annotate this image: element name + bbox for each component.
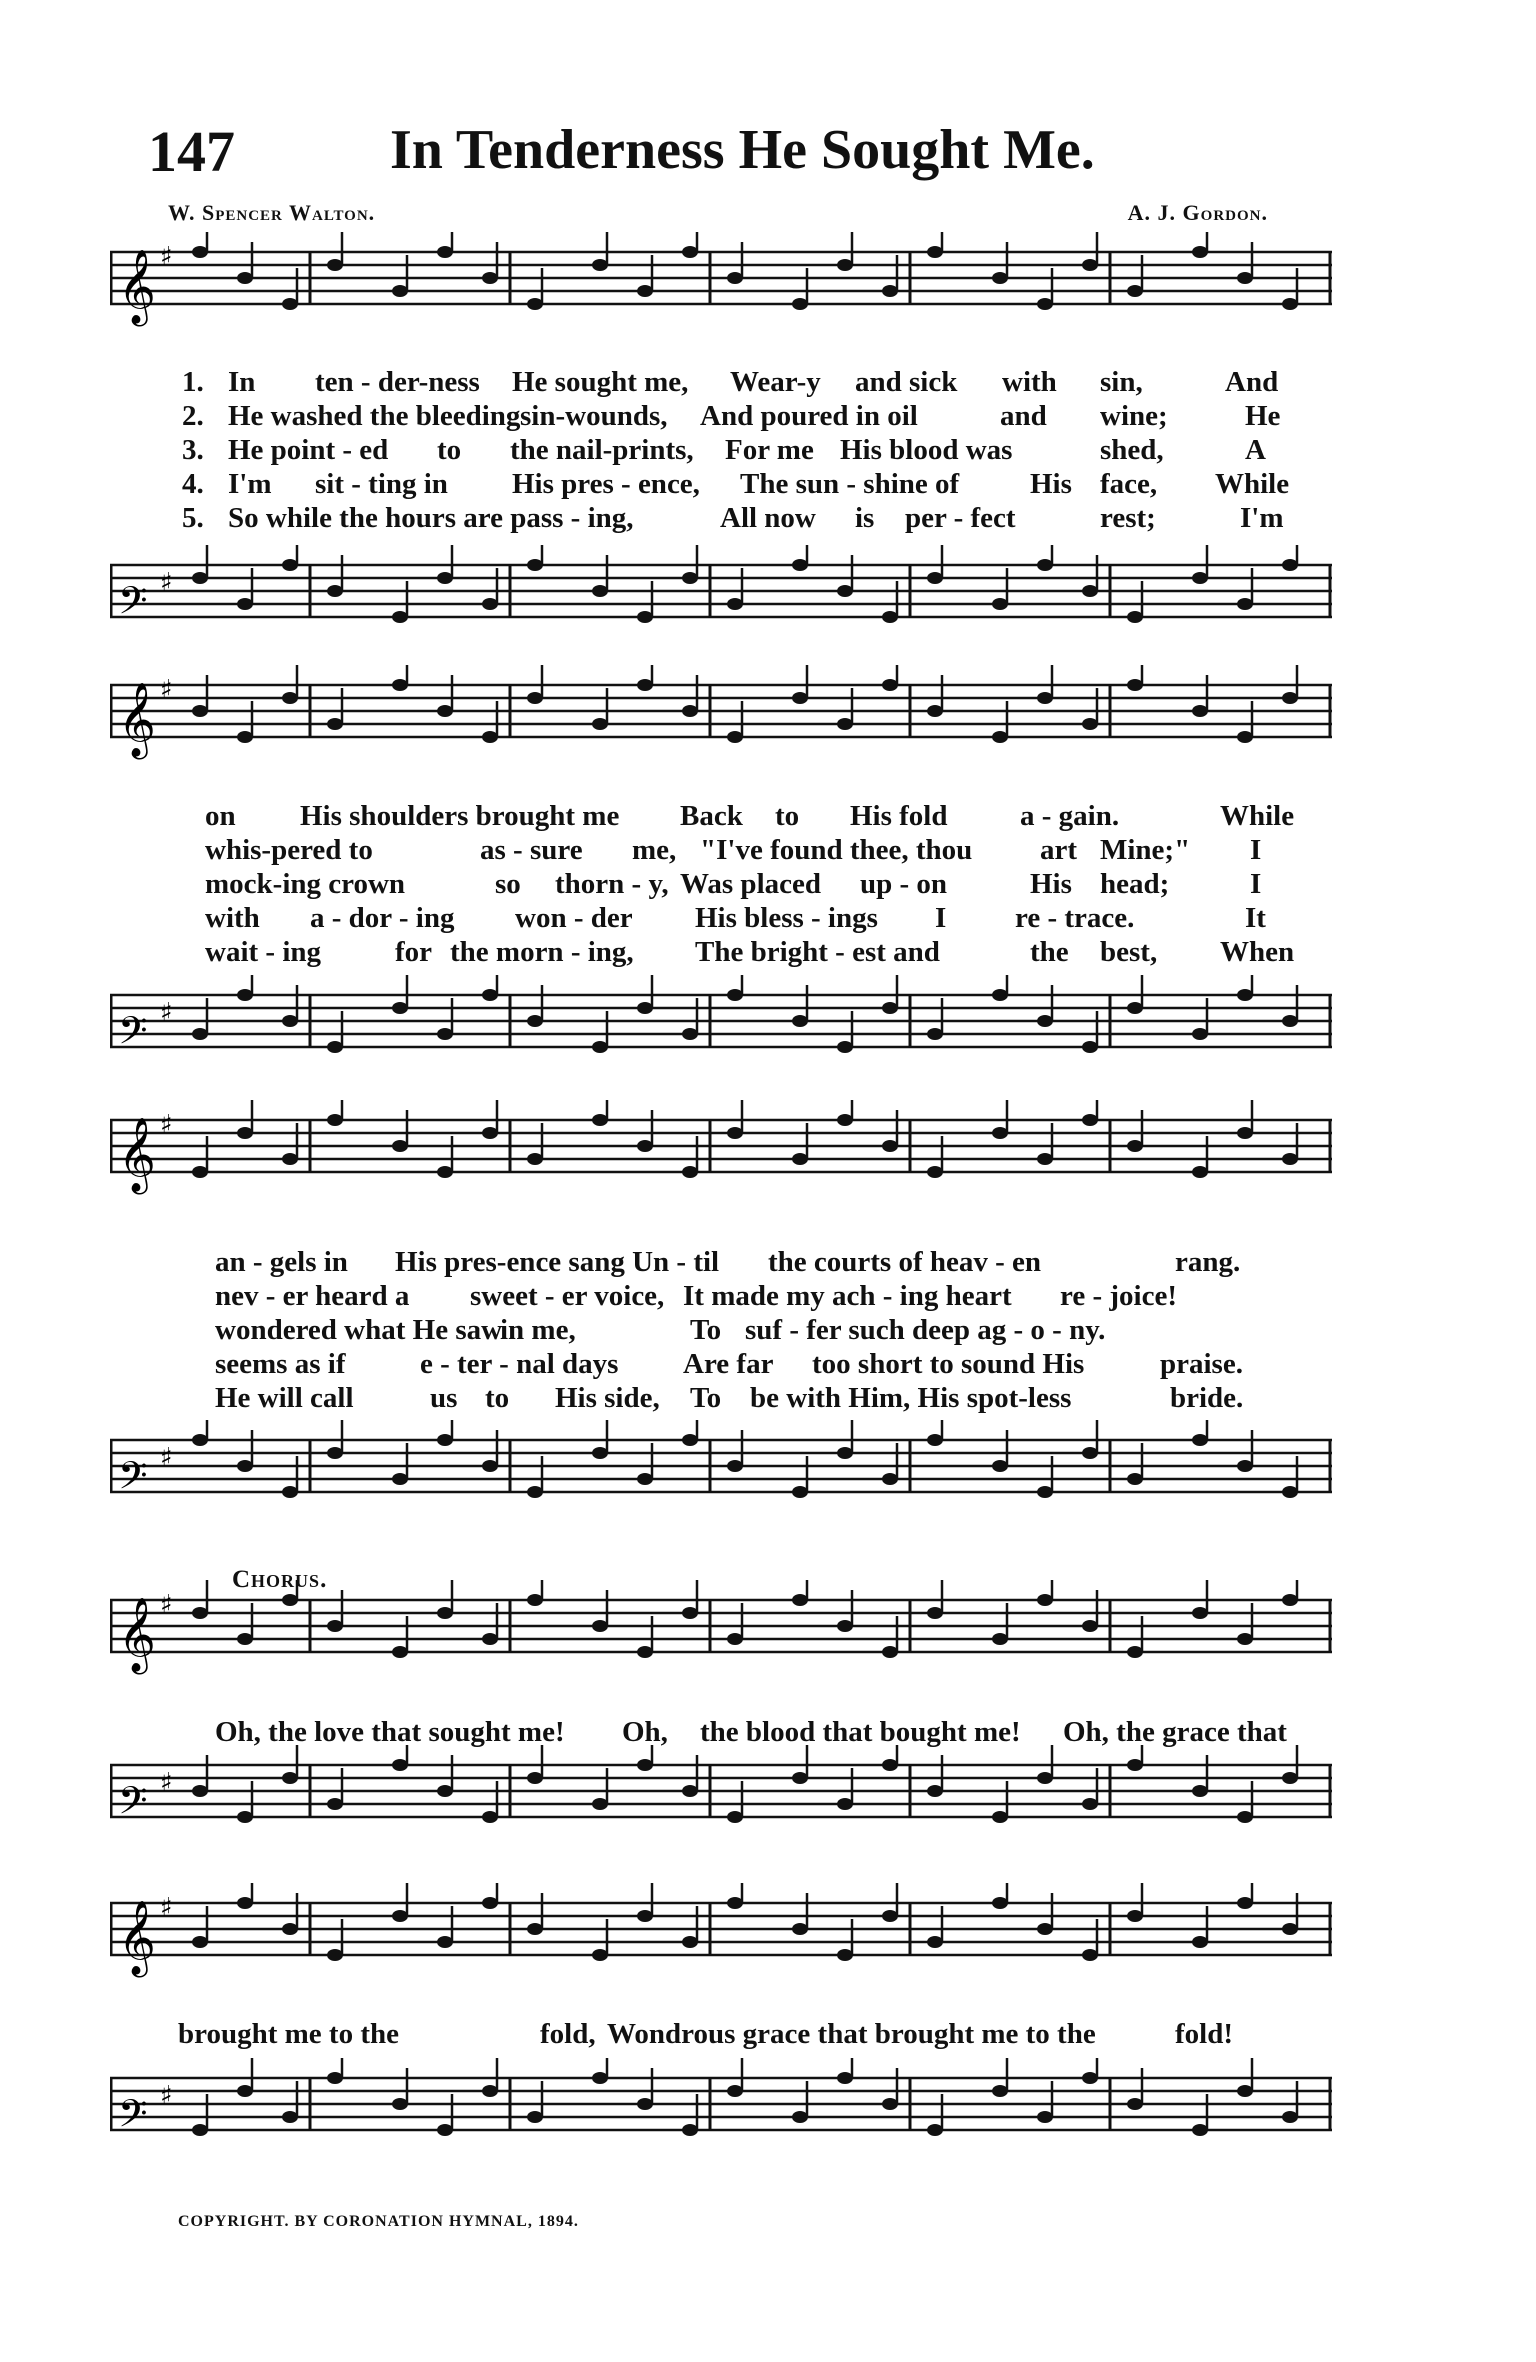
note-head bbox=[327, 585, 343, 597]
verse-5-line: wait - ing for the morn - ing, The bright - est and the best, When bbox=[205, 936, 1295, 968]
hymn-number: 147 bbox=[148, 119, 235, 184]
note-head bbox=[727, 598, 743, 610]
bass-clef-icon: 𝄢 bbox=[118, 1778, 148, 1832]
note-head bbox=[592, 718, 608, 730]
note-head bbox=[437, 2124, 453, 2136]
note-head bbox=[927, 246, 943, 258]
note-head bbox=[392, 611, 408, 623]
note-head bbox=[837, 1620, 853, 1632]
system-3-bass-staff bbox=[110, 1420, 1332, 1540]
note-head bbox=[392, 285, 408, 297]
note-head bbox=[992, 989, 1008, 1001]
note-head bbox=[792, 1923, 808, 1935]
hymn-title: In Tenderness He Sought Me. bbox=[390, 119, 1095, 181]
note-head bbox=[1237, 1811, 1253, 1823]
note-head bbox=[592, 585, 608, 597]
note-head bbox=[882, 1759, 898, 1771]
note-head bbox=[727, 1127, 743, 1139]
note-head bbox=[927, 1028, 943, 1040]
bass-clef-icon: 𝄢 bbox=[118, 1453, 148, 1507]
note-head bbox=[592, 1447, 608, 1459]
note-head bbox=[327, 1447, 343, 1459]
bass-clef-icon: 𝄢 bbox=[118, 1008, 148, 1062]
note-head bbox=[1127, 679, 1143, 691]
note-head bbox=[1082, 1949, 1098, 1961]
note-head bbox=[437, 1166, 453, 1178]
note-head bbox=[1237, 2085, 1253, 2097]
note-head bbox=[992, 731, 1008, 743]
note-head bbox=[437, 1936, 453, 1948]
note-head bbox=[927, 572, 943, 584]
key-signature-sharp-icon: ♯ bbox=[160, 2081, 173, 2111]
system-2-bass-staff bbox=[110, 975, 1332, 1095]
note-head bbox=[1237, 1633, 1253, 1645]
key-signature-sharp-icon: ♯ bbox=[160, 242, 173, 272]
verse-5-line: He will call us to His side, To be with Him, His spot-less bride. bbox=[215, 1382, 1244, 1414]
note-head bbox=[192, 1936, 208, 1948]
note-head bbox=[392, 1473, 408, 1485]
note-head bbox=[1192, 705, 1208, 717]
note-head bbox=[682, 1434, 698, 1446]
note-head bbox=[1127, 1473, 1143, 1485]
note-head bbox=[592, 1620, 608, 1632]
note-head bbox=[282, 692, 298, 704]
note-head bbox=[1282, 692, 1298, 704]
treble-clef-icon: 𝄞 bbox=[118, 683, 156, 757]
note-head bbox=[1237, 272, 1253, 284]
note-head bbox=[727, 1633, 743, 1645]
chorus-line-2: brought me to the fold, Wondrous grace that brought me to the fold! bbox=[178, 2018, 1233, 2050]
note-head bbox=[392, 2098, 408, 2110]
note-head bbox=[1037, 559, 1053, 571]
note-head bbox=[927, 2124, 943, 2136]
note-head bbox=[282, 2111, 298, 2123]
note-head bbox=[882, 285, 898, 297]
note-head bbox=[527, 1015, 543, 1027]
key-signature-sharp-icon: ♯ bbox=[160, 1768, 173, 1798]
note-head bbox=[482, 2085, 498, 2097]
note-head bbox=[992, 1460, 1008, 1472]
note-head bbox=[192, 1785, 208, 1797]
note-head bbox=[792, 559, 808, 571]
note-head bbox=[882, 1002, 898, 1014]
system-4-bass-staff bbox=[110, 1745, 1332, 1865]
note-head bbox=[327, 1949, 343, 1961]
note-head bbox=[527, 298, 543, 310]
note-head bbox=[792, 1015, 808, 1027]
note-head bbox=[837, 718, 853, 730]
note-head bbox=[682, 705, 698, 717]
note-head bbox=[682, 1936, 698, 1948]
note-head bbox=[837, 259, 853, 271]
note-head bbox=[282, 1153, 298, 1165]
note-head bbox=[837, 2072, 853, 2084]
note-head bbox=[1192, 2124, 1208, 2136]
composer-credit: A. J. Gordon. bbox=[1127, 200, 1268, 225]
lyricist-credit: W. Spencer Walton. bbox=[168, 200, 376, 225]
note-head bbox=[727, 1460, 743, 1472]
note-head bbox=[882, 679, 898, 691]
note-head bbox=[192, 1028, 208, 1040]
note-head bbox=[1237, 1897, 1253, 1909]
note-head bbox=[727, 2085, 743, 2097]
verse-3-line: mock-ing crown so thorn - y, Was placed up - on His head; I bbox=[205, 868, 1262, 900]
verse-1-line: on His shoulders brought me Back to His fold a - gain. While bbox=[205, 800, 1295, 832]
note-head bbox=[482, 1811, 498, 1823]
note-head bbox=[482, 731, 498, 743]
note-head bbox=[882, 1646, 898, 1658]
note-head bbox=[527, 2111, 543, 2123]
note-head bbox=[592, 1949, 608, 1961]
note-head bbox=[327, 1620, 343, 1632]
note-head bbox=[1127, 1140, 1143, 1152]
note-head bbox=[192, 705, 208, 717]
note-head bbox=[637, 679, 653, 691]
note-head bbox=[682, 1607, 698, 1619]
note-head bbox=[927, 1607, 943, 1619]
note-head bbox=[1192, 1434, 1208, 1446]
note-head bbox=[527, 1772, 543, 1784]
note-head bbox=[1082, 2072, 1098, 2084]
note-head bbox=[637, 1140, 653, 1152]
note-head bbox=[527, 1153, 543, 1165]
note-head bbox=[1082, 1114, 1098, 1126]
note-head bbox=[992, 598, 1008, 610]
note-head bbox=[837, 1949, 853, 1961]
note-head bbox=[482, 1460, 498, 1472]
treble-clef-icon: 𝄞 bbox=[118, 250, 156, 324]
note-head bbox=[882, 1910, 898, 1922]
treble-clef-icon: 𝄞 bbox=[118, 1598, 156, 1672]
note-head bbox=[1082, 718, 1098, 730]
note-head bbox=[1282, 298, 1298, 310]
note-head bbox=[1127, 285, 1143, 297]
verse-2-line: whis-pered to as - sure me, "I've found thee, thou art Mine;" I bbox=[205, 834, 1262, 866]
note-head bbox=[1037, 2111, 1053, 2123]
verse-5-line: 5. So while the hours are pass - ing, All now is per - fect rest; I'm bbox=[182, 502, 1284, 534]
note-head bbox=[192, 2124, 208, 2136]
note-head bbox=[637, 1759, 653, 1771]
note-head bbox=[927, 1785, 943, 1797]
note-head bbox=[637, 1646, 653, 1658]
note-head bbox=[837, 1114, 853, 1126]
note-head bbox=[727, 272, 743, 284]
system-3-treble-staff bbox=[110, 1100, 1332, 1220]
note-head bbox=[682, 246, 698, 258]
note-head bbox=[1192, 572, 1208, 584]
note-head bbox=[482, 1633, 498, 1645]
note-head bbox=[192, 1607, 208, 1619]
note-head bbox=[792, 1594, 808, 1606]
note-head bbox=[237, 1897, 253, 1909]
note-head bbox=[327, 1114, 343, 1126]
note-head bbox=[437, 1785, 453, 1797]
note-head bbox=[237, 272, 253, 284]
note-head bbox=[1282, 1923, 1298, 1935]
note-head bbox=[282, 559, 298, 571]
note-head bbox=[392, 1140, 408, 1152]
note-head bbox=[1127, 1002, 1143, 1014]
verse-3-line: 3. He point - ed to the nail-prints, For me His blood was shed, A bbox=[182, 434, 1266, 466]
note-head bbox=[727, 1897, 743, 1909]
note-head bbox=[527, 1923, 543, 1935]
note-head bbox=[392, 1002, 408, 1014]
note-head bbox=[192, 1166, 208, 1178]
note-head bbox=[592, 2072, 608, 2084]
note-head bbox=[392, 679, 408, 691]
treble-clef-icon: 𝄞 bbox=[118, 1901, 156, 1975]
note-head bbox=[992, 1811, 1008, 1823]
note-head bbox=[1282, 1486, 1298, 1498]
note-head bbox=[637, 1473, 653, 1485]
key-signature-sharp-icon: ♯ bbox=[160, 568, 173, 598]
key-signature-sharp-icon: ♯ bbox=[160, 998, 173, 1028]
note-head bbox=[1127, 1646, 1143, 1658]
note-head bbox=[637, 2098, 653, 2110]
key-signature-sharp-icon: ♯ bbox=[160, 1443, 173, 1473]
treble-clef-icon: 𝄞 bbox=[118, 1118, 156, 1192]
chorus-label: Chorus. bbox=[232, 1566, 328, 1593]
note-head bbox=[792, 692, 808, 704]
note-head bbox=[327, 1798, 343, 1810]
key-signature-sharp-icon: ♯ bbox=[160, 675, 173, 705]
note-head bbox=[527, 559, 543, 571]
note-head bbox=[882, 1140, 898, 1152]
note-head bbox=[637, 285, 653, 297]
note-head bbox=[327, 718, 343, 730]
note-head bbox=[1282, 2111, 1298, 2123]
note-head bbox=[192, 246, 208, 258]
note-head bbox=[992, 272, 1008, 284]
note-head bbox=[1282, 559, 1298, 571]
note-head bbox=[282, 298, 298, 310]
note-head bbox=[1037, 1923, 1053, 1935]
note-head bbox=[192, 1434, 208, 1446]
note-head bbox=[282, 1923, 298, 1935]
note-head bbox=[992, 1897, 1008, 1909]
note-head bbox=[637, 611, 653, 623]
note-head bbox=[637, 1002, 653, 1014]
note-head bbox=[1037, 298, 1053, 310]
system-4-treble-staff bbox=[110, 1580, 1332, 1700]
note-head bbox=[1282, 1594, 1298, 1606]
note-head bbox=[592, 1114, 608, 1126]
system-5-bass-staff bbox=[110, 2058, 1332, 2178]
note-head bbox=[837, 1798, 853, 1810]
note-head bbox=[992, 1127, 1008, 1139]
note-head bbox=[327, 259, 343, 271]
note-head bbox=[1082, 585, 1098, 597]
note-head bbox=[192, 572, 208, 584]
note-head bbox=[1037, 1015, 1053, 1027]
note-head bbox=[1127, 2098, 1143, 2110]
note-head bbox=[927, 1936, 943, 1948]
note-head bbox=[727, 989, 743, 1001]
note-head bbox=[682, 1166, 698, 1178]
note-head bbox=[527, 1486, 543, 1498]
key-signature-sharp-icon: ♯ bbox=[160, 1893, 173, 1923]
copyright-notice: COPYRIGHT. BY CORONATION HYMNAL, 1894. bbox=[178, 2213, 579, 2230]
note-head bbox=[927, 1434, 943, 1446]
note-head bbox=[437, 1028, 453, 1040]
key-signature-sharp-icon: ♯ bbox=[160, 1590, 173, 1620]
chorus-line-1: Oh, the love that sought me! Oh, the blood that bought me! Oh, the grace that bbox=[215, 1716, 1287, 1748]
note-head bbox=[237, 1460, 253, 1472]
system-5-treble-staff bbox=[110, 1883, 1332, 2003]
note-head bbox=[437, 1607, 453, 1619]
verse-4-line: with a - dor - ing won - der His bless - ings I re - trace. It bbox=[205, 902, 1266, 934]
note-head bbox=[237, 1633, 253, 1645]
note-head bbox=[682, 572, 698, 584]
verse-1-line: 1. In ten - der-ness He sought me, Wear-y and sick with sin, And bbox=[182, 366, 1279, 398]
note-head bbox=[527, 692, 543, 704]
verse-1-line: an - gels in His pres-ence sang Un - til the courts of heav - en rang. bbox=[215, 1246, 1241, 1278]
note-head bbox=[282, 1594, 298, 1606]
note-head bbox=[637, 1910, 653, 1922]
verse-4-line: seems as if e - ter - nal days Are far too short to sound His praise. bbox=[215, 1348, 1243, 1380]
verse-2-line: 2. He washed the bleeding sin-wounds, And poured in oil and wine; He bbox=[182, 400, 1281, 432]
note-head bbox=[327, 1041, 343, 1053]
note-head bbox=[282, 1015, 298, 1027]
note-head bbox=[1127, 1910, 1143, 1922]
note-head bbox=[837, 1041, 853, 1053]
note-head bbox=[682, 2124, 698, 2136]
key-signature-sharp-icon: ♯ bbox=[160, 1110, 173, 1140]
note-head bbox=[1037, 692, 1053, 704]
note-head bbox=[792, 2111, 808, 2123]
note-head bbox=[992, 2085, 1008, 2097]
note-head bbox=[527, 1594, 543, 1606]
note-head bbox=[1082, 1798, 1098, 1810]
note-head bbox=[1192, 1785, 1208, 1797]
note-head bbox=[482, 1127, 498, 1139]
note-head bbox=[927, 705, 943, 717]
note-head bbox=[1037, 1486, 1053, 1498]
note-head bbox=[482, 1897, 498, 1909]
note-head bbox=[727, 731, 743, 743]
note-head bbox=[682, 1785, 698, 1797]
note-head bbox=[1237, 989, 1253, 1001]
verse-4-line: 4. I'm sit - ting in His pres - ence, The sun - shine of His face, While bbox=[182, 468, 1290, 500]
note-head bbox=[1082, 259, 1098, 271]
note-head bbox=[1037, 1594, 1053, 1606]
note-head bbox=[837, 585, 853, 597]
note-head bbox=[1192, 1936, 1208, 1948]
note-head bbox=[392, 1910, 408, 1922]
system-1-bass-staff bbox=[110, 545, 1332, 665]
note-head bbox=[682, 1028, 698, 1040]
note-head bbox=[1192, 246, 1208, 258]
note-head bbox=[482, 272, 498, 284]
note-head bbox=[927, 1166, 943, 1178]
note-head bbox=[792, 1486, 808, 1498]
note-head bbox=[592, 1041, 608, 1053]
note-head bbox=[727, 1811, 743, 1823]
note-head bbox=[1237, 731, 1253, 743]
note-head bbox=[282, 1486, 298, 1498]
note-head bbox=[882, 1473, 898, 1485]
note-head bbox=[592, 259, 608, 271]
note-head bbox=[792, 1772, 808, 1784]
note-head bbox=[1237, 1127, 1253, 1139]
note-head bbox=[882, 611, 898, 623]
note-head bbox=[1282, 1015, 1298, 1027]
note-head bbox=[392, 1646, 408, 1658]
note-head bbox=[1237, 598, 1253, 610]
note-head bbox=[1082, 1447, 1098, 1459]
note-head bbox=[1082, 1620, 1098, 1632]
note-head bbox=[237, 598, 253, 610]
note-head bbox=[437, 705, 453, 717]
note-head bbox=[1127, 1759, 1143, 1771]
note-head bbox=[1237, 1460, 1253, 1472]
note-head bbox=[592, 1798, 608, 1810]
note-head bbox=[1192, 1166, 1208, 1178]
note-head bbox=[1127, 611, 1143, 623]
verse-2-line: nev - er heard a sweet - er voice, It made my ach - ing heart re - joice! bbox=[215, 1280, 1177, 1312]
system-2-treble-staff bbox=[110, 665, 1332, 785]
note-head bbox=[392, 1759, 408, 1771]
note-head bbox=[237, 1811, 253, 1823]
note-head bbox=[1192, 1028, 1208, 1040]
bass-clef-icon: 𝄢 bbox=[118, 2091, 148, 2145]
note-head bbox=[1282, 1153, 1298, 1165]
note-head bbox=[437, 246, 453, 258]
note-head bbox=[237, 2085, 253, 2097]
note-head bbox=[437, 1434, 453, 1446]
note-head bbox=[437, 572, 453, 584]
note-head bbox=[1282, 1772, 1298, 1784]
verse-3-line: wondered what He saw in me, To suf - fer such deep ag - o - ny. bbox=[215, 1314, 1106, 1346]
note-head bbox=[482, 598, 498, 610]
system-1-treble-staff bbox=[110, 232, 1332, 352]
note-head bbox=[1037, 1153, 1053, 1165]
note-head bbox=[882, 2098, 898, 2110]
note-head bbox=[237, 1127, 253, 1139]
note-head bbox=[327, 2072, 343, 2084]
note-head bbox=[992, 1633, 1008, 1645]
note-head bbox=[482, 989, 498, 1001]
note-head bbox=[282, 1772, 298, 1784]
note-head bbox=[1037, 1772, 1053, 1784]
note-head bbox=[1082, 1041, 1098, 1053]
note-head bbox=[792, 1153, 808, 1165]
note-head bbox=[1192, 1607, 1208, 1619]
note-head bbox=[237, 731, 253, 743]
note-head bbox=[237, 989, 253, 1001]
note-head bbox=[837, 1447, 853, 1459]
bass-clef-icon: 𝄢 bbox=[118, 578, 148, 632]
note-head bbox=[792, 298, 808, 310]
